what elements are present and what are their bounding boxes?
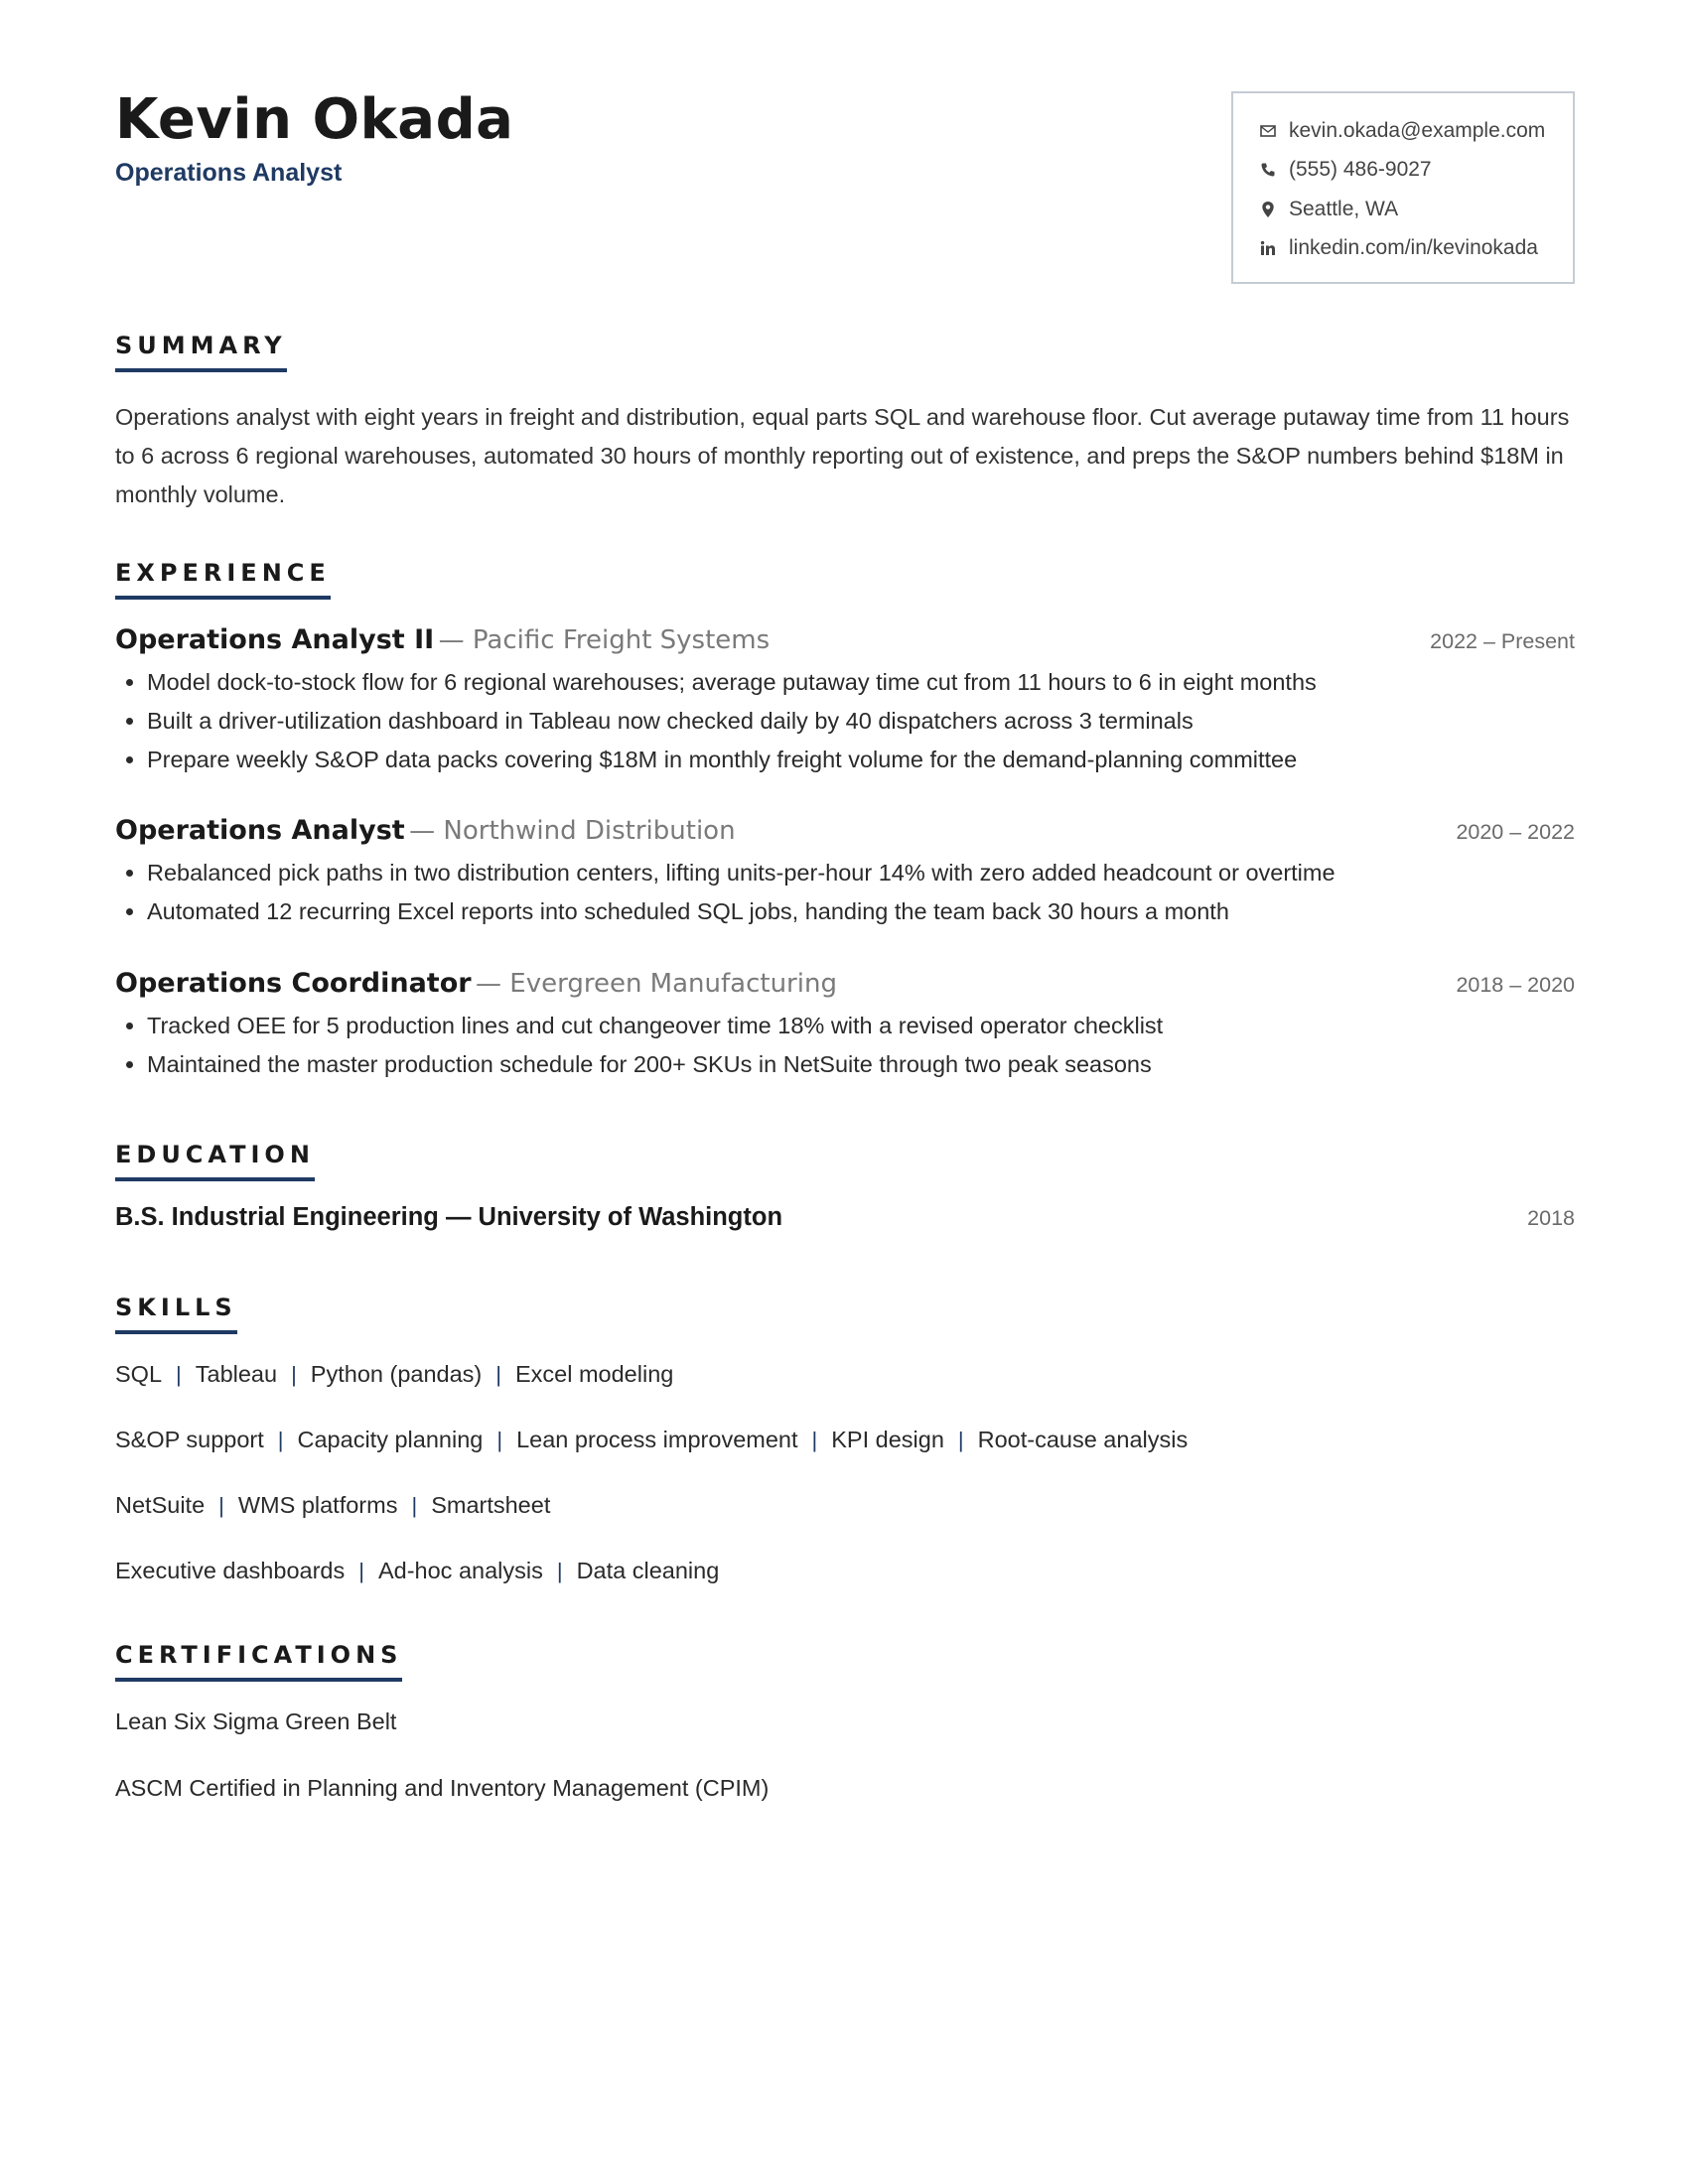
job-bullet: • Automated 12 recurring Excel reports into scheduled SQL jobs, handing the team back 30 hours a month — [147, 892, 1575, 931]
skill-item: Tableau — [195, 1361, 278, 1387]
experience-heading: EXPERIENCE — [115, 559, 331, 600]
skill-separator: | — [277, 1428, 284, 1452]
job-bullet: • Model dock-to-stock flow for 6 regional warehouses; average putaway time cut from 11 hours to 6 in eight months — [147, 663, 1575, 702]
job-dates: 2022 – Present — [1430, 629, 1575, 653]
skill-item: WMS platforms — [237, 1492, 398, 1518]
job-entry — [115, 968, 1575, 1084]
skill-item: KPI design — [831, 1427, 944, 1452]
education-degree: B.S. Industrial Engineering — University of Washington — [115, 1203, 783, 1231]
skill-item: Root-cause analysis — [977, 1427, 1189, 1452]
contact-location-text: Seattle, WA — [1289, 197, 1399, 220]
contact-location — [1259, 190, 1573, 229]
skills-list — [115, 1358, 1575, 1620]
education-entry — [115, 1203, 1575, 1232]
skill-separator: | — [957, 1428, 964, 1452]
contact-email-text: kevin.okada@example.com — [1289, 118, 1546, 142]
contact-phone[interactable] — [1259, 151, 1573, 191]
skill-item: Lean process improvement — [516, 1427, 798, 1452]
skill-item: Capacity planning — [297, 1427, 484, 1452]
skill-item: Excel modeling — [514, 1361, 674, 1387]
skill-item: S&OP support — [115, 1427, 264, 1452]
skill-item: NetSuite — [115, 1492, 206, 1518]
skills-heading: SKILLS — [115, 1294, 237, 1334]
job-bullet: • Rebalanced pick paths in two distribution centers, lifting units-per-hour 14% with zero added headcount or overtime — [147, 854, 1575, 892]
skill-item: Executive dashboards — [115, 1558, 346, 1583]
contact-linkedin-text: linkedin.com/in/kevinokada — [1289, 236, 1538, 260]
skill-separator: | — [218, 1493, 224, 1518]
job-company: — Pacific Freight Systems — [438, 625, 771, 655]
experience-section — [115, 559, 1575, 1077]
phone-icon — [1259, 161, 1277, 179]
contact-box — [1231, 91, 1575, 284]
job-bullet: • Prepare weekly S&OP data packs covering $18M in monthly freight volume for the demand-planning committee — [147, 741, 1575, 779]
job-dates: 2020 – 2022 — [1456, 820, 1575, 844]
summary-section — [115, 332, 1575, 514]
certifications-heading: CERTIFICATIONS — [115, 1641, 402, 1682]
skill-separator: | — [176, 1362, 182, 1387]
contact-email[interactable] — [1259, 111, 1573, 151]
job-title: Operations Analyst — [115, 815, 405, 846]
candidate-name: Kevin Okada — [115, 87, 514, 152]
location-pin-icon — [1259, 201, 1277, 218]
contact-phone-text: (555) 486-9027 — [1289, 158, 1432, 182]
skill-group — [115, 1358, 1575, 1424]
job-bullets — [115, 663, 1575, 779]
certifications-list — [115, 1706, 1575, 1839]
certification-item: Lean Six Sigma Green Belt — [115, 1708, 397, 1734]
resume-page — [115, 0, 1575, 2184]
candidate-role: Operations Analyst — [115, 159, 343, 187]
job-entry — [115, 624, 1575, 779]
job-bullet: • Built a driver-utilization dashboard in Tableau now checked daily by 40 dispatchers across 3 terminals — [147, 702, 1575, 741]
job-bullet: • Maintained the master production schedule for 200+ SKUs in NetSuite through two peak seasons — [147, 1045, 1575, 1084]
certification-item: ASCM Certified in Planning and Inventory Management (CPIM) — [115, 1775, 770, 1801]
skills-section — [115, 1294, 1575, 1620]
contact-linkedin[interactable] — [1259, 229, 1573, 269]
education-heading: EDUCATION — [115, 1141, 315, 1181]
skill-item: Python (pandas) — [310, 1361, 483, 1387]
job-company: — Evergreen Manufacturing — [476, 969, 837, 999]
skill-item: Ad-hoc analysis — [377, 1558, 543, 1583]
skill-group — [115, 1424, 1575, 1489]
skill-separator: | — [496, 1428, 503, 1452]
summary-text: Operations analyst with eight years in freight and distribution, equal parts SQL and warehouse floor. Cut average putaway time from 11 hours to 6 across 6 regional warehouses, automated 30 hours of monthly reporting out of existence, and preps the S&OP numbers behind $18M in monthly volume. — [115, 404, 1570, 507]
education-section — [115, 1141, 1575, 1232]
skill-separator: | — [291, 1362, 297, 1387]
skill-item: Data cleaning — [576, 1558, 720, 1583]
job-title: Operations Coordinator — [115, 968, 472, 999]
skill-separator: | — [495, 1362, 501, 1387]
summary-heading: SUMMARY — [115, 332, 287, 372]
skill-item: SQL — [115, 1361, 163, 1387]
job-entry — [115, 815, 1575, 931]
job-dates: 2018 – 2020 — [1456, 973, 1575, 997]
linkedin-icon — [1259, 239, 1277, 257]
skill-item: Smartsheet — [431, 1492, 551, 1518]
job-title: Operations Analyst II — [115, 624, 435, 655]
skill-separator: | — [811, 1428, 818, 1452]
job-bullets — [115, 854, 1575, 931]
education-year: 2018 — [1527, 1206, 1575, 1230]
skill-separator: | — [411, 1493, 418, 1518]
skill-group — [115, 1555, 1575, 1620]
skill-separator: | — [556, 1559, 563, 1583]
job-bullet: • Tracked OEE for 5 production lines and cut changeover time 18% with a revised operator checklist — [147, 1007, 1575, 1045]
job-bullets — [115, 1007, 1575, 1084]
job-company: — Northwind Distribution — [409, 816, 736, 846]
skill-group — [115, 1489, 1575, 1555]
skill-separator: | — [358, 1559, 364, 1583]
mail-icon — [1259, 122, 1277, 140]
resume-header — [115, 0, 1575, 298]
certifications-section — [115, 1641, 1575, 1839]
